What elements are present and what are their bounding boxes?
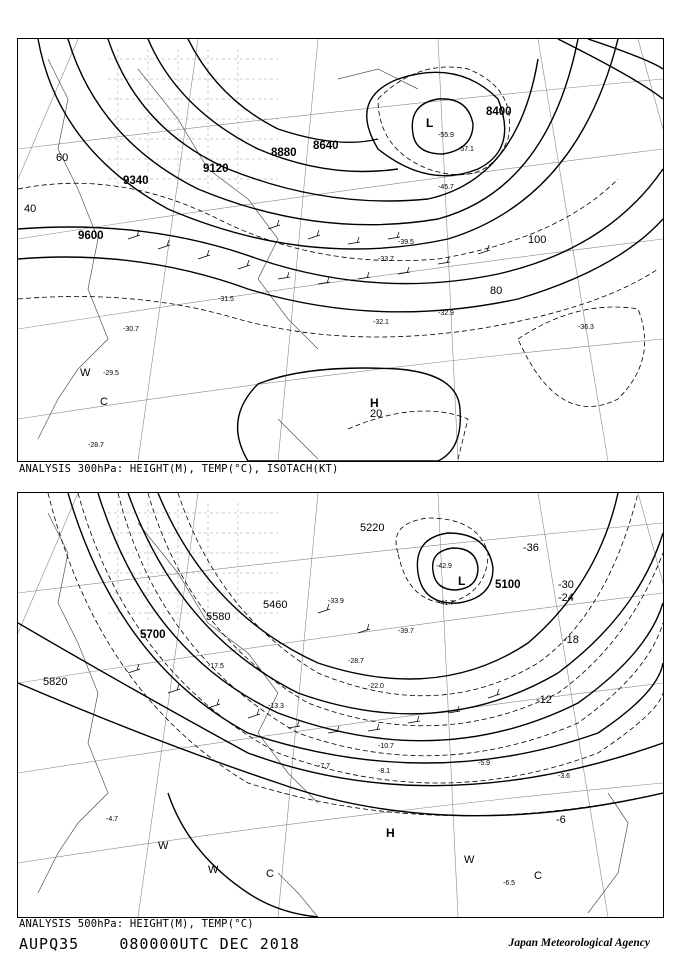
temp-plot: -4.7 xyxy=(106,816,119,823)
temp-plot: -5.9 xyxy=(478,760,491,767)
high-pressure-contour xyxy=(238,368,461,461)
high-center-marker: H xyxy=(386,826,395,840)
height-contours xyxy=(18,493,663,917)
map-500hpa-canvas xyxy=(18,493,663,917)
height-label: 5100 xyxy=(495,579,521,591)
isotach-label: 40 xyxy=(24,203,37,215)
height-label: 5820 xyxy=(43,676,68,688)
height-label: 8400 xyxy=(486,106,512,118)
height-label: 9120 xyxy=(203,163,229,175)
height-label: 9340 xyxy=(123,175,149,187)
temp-plot: -45.7 xyxy=(438,184,454,191)
caption-500hpa: ANALYSIS 500hPa: HEIGHT(M), TEMP(°C) xyxy=(19,918,254,930)
temperature-plots xyxy=(88,132,594,449)
agency-name: Japan Meteorological Agency xyxy=(508,937,650,949)
temp-plot: -22.0 xyxy=(368,683,384,690)
height-label: 9600 xyxy=(78,230,104,242)
isotach-label: 20 xyxy=(370,408,383,420)
hatch-area xyxy=(108,503,278,623)
temp-plot: -10.7 xyxy=(378,743,394,750)
temperature-plots xyxy=(106,563,570,887)
warm-center-marker: W xyxy=(208,864,219,876)
height-label: 5460 xyxy=(263,599,288,611)
height-label: 8640 xyxy=(313,140,339,152)
wind-barbs xyxy=(128,220,490,284)
temp-plot: -41.7 xyxy=(438,600,454,607)
temp-plot: -28.7 xyxy=(348,658,364,665)
low-center-marker: L xyxy=(458,574,466,588)
map-300hpa-canvas xyxy=(18,39,663,461)
isotherm-label: -30 xyxy=(558,579,574,591)
temp-plot: -33.7 xyxy=(378,256,394,263)
valid-time: 080000UTC DEC 2018 xyxy=(119,935,300,953)
temp-plot: -55.9 xyxy=(438,132,454,139)
temp-plot: -3.6 xyxy=(558,773,571,780)
temp-plot: -42.9 xyxy=(436,563,452,570)
isotach-labels xyxy=(24,152,546,420)
hatch-area xyxy=(108,49,278,189)
isotherm-label: -6 xyxy=(556,814,566,826)
temp-plot: -33.9 xyxy=(328,598,344,605)
height-label: 5580 xyxy=(206,611,231,623)
height-label: 8880 xyxy=(271,147,297,159)
temp-plot: -8.1 xyxy=(378,768,391,775)
temp-plot: -28.7 xyxy=(88,442,104,449)
isotherm-label: -36 xyxy=(523,542,539,554)
isotherm-lines xyxy=(48,493,663,816)
temp-plot: -36.3 xyxy=(578,324,594,331)
isotach-label: 60 xyxy=(56,152,69,164)
cold-center-marker: C xyxy=(266,868,274,880)
temp-plot: -17.5 xyxy=(208,663,224,670)
low-center-marker: L xyxy=(426,116,434,130)
temp-plot: -32.9 xyxy=(438,310,454,317)
isotherm-label: -18 xyxy=(563,634,579,646)
temp-plot: -6.5 xyxy=(503,880,516,887)
temp-plot: -39.5 xyxy=(398,239,414,246)
isotherm-label: -12 xyxy=(536,694,552,706)
temp-plot: -29.5 xyxy=(103,370,119,377)
map-300hpa xyxy=(17,38,664,462)
warm-center-marker: W xyxy=(158,840,169,852)
map-500hpa xyxy=(17,492,664,918)
isotherm-label: -24 xyxy=(558,592,574,604)
temp-plot: -32.1 xyxy=(373,319,389,326)
height-label: 5700 xyxy=(140,629,166,641)
height-label: 5220 xyxy=(360,522,385,534)
temp-plot: -39.7 xyxy=(398,628,414,635)
caption-300hpa: ANALYSIS 300hPa: HEIGHT(M), TEMP(°C), ISOTACH(KT) xyxy=(19,463,339,475)
cold-center-marker: C xyxy=(534,870,542,882)
centers xyxy=(80,116,433,410)
warm-center-marker: W xyxy=(464,854,475,866)
isotach-label: 80 xyxy=(490,285,503,297)
isotach-label: 100 xyxy=(528,234,547,246)
high-center-marker: H xyxy=(370,396,379,410)
temp-plot: -7.7 xyxy=(318,763,331,770)
temp-plot: -31.5 xyxy=(218,296,234,303)
product-code: AUPQ35 xyxy=(19,935,80,953)
temp-plot: -13.3 xyxy=(268,703,284,710)
temp-plot: -30.7 xyxy=(123,326,139,333)
height-contours xyxy=(18,39,663,312)
cold-center-marker: C xyxy=(100,396,108,408)
coastline xyxy=(38,513,628,917)
chart-code xyxy=(19,935,300,953)
warm-center-marker: W xyxy=(80,367,91,379)
temp-plot: -57.1 xyxy=(458,146,474,153)
